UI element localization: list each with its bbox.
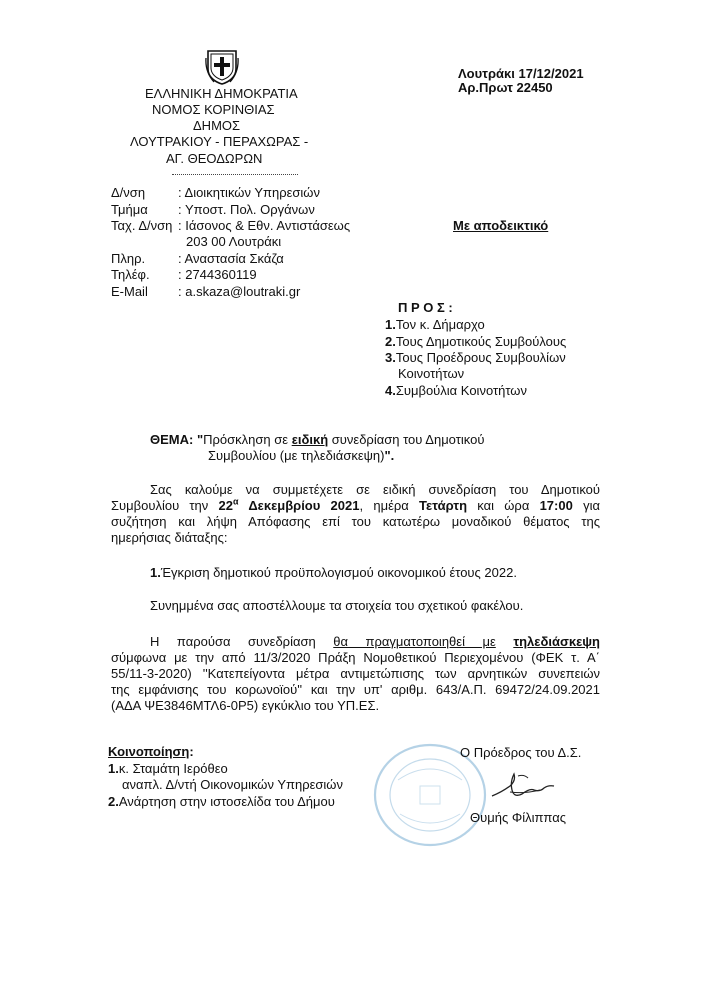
date-line: Λουτράκι 17/12/2021 xyxy=(458,66,584,81)
header-prefecture: ΝΟΜΟΣ ΚΟΡΙΝΘΙΑΣ xyxy=(152,102,275,117)
info-value-contact: : Αναστασία Σκάζα xyxy=(178,251,284,266)
info-label-address: Ταχ. Δ/νση xyxy=(111,218,173,233)
recipient-2: 2.Τους Δημοτικούς Συμβούλους xyxy=(385,334,567,349)
body-p2-line-5: (ΑΔΑ ΨΕ3846ΜΤΛ6-0Ρ5) εγκύκλιο του ΥΠ.ΕΣ. xyxy=(111,698,380,713)
header-divider xyxy=(172,174,298,175)
signoff-name: Θυμής Φίλιππας xyxy=(470,810,567,825)
delivery-note: Με αποδεικτικό xyxy=(453,218,549,233)
recipients-title: Π Ρ Ο Σ : xyxy=(398,300,453,315)
info-value-section: : Υποστ. Πολ. Οργάνων xyxy=(178,202,315,217)
greek-coat-of-arms-icon xyxy=(205,48,239,86)
header-municipality-name-2: ΑΓ. ΘΕΟΔΩΡΩΝ xyxy=(166,151,263,166)
info-value-phone: : 2744360119 xyxy=(178,267,257,282)
protocol-line: Αρ.Πρωτ 22450 xyxy=(458,80,553,95)
subject-line-1: ΘΕΜΑ: "Πρόσκληση σε ειδική συνεδρίαση του Δημοτικού xyxy=(150,432,485,447)
info-value-dept: : Διοικητικών Υπηρεσιών xyxy=(178,185,320,200)
recipient-3: 3.Τους Προέδρους Συμβουλίων xyxy=(385,350,566,365)
notify-line-3: 2.Ανάρτηση στην ιστοσελίδα του Δήμου xyxy=(108,794,335,809)
body-p1-line-3: συζήτηση και λήψη Απόφασης επί του κατωτέρω μοναδικού θέματος της xyxy=(111,514,600,529)
info-value-address: : Ιάσονος & Εθν. Αντιστάσεως xyxy=(178,218,351,233)
recipient-4: 4.Συμβούλια Κοινοτήτων xyxy=(385,383,527,398)
info-label-email: E-Mail xyxy=(111,284,148,299)
body-p2-line-3: 55/11-3-2020) ''Κατεπείγοντα μέτρα αντιμετώπισης των αρνητικών συνεπειών xyxy=(111,666,600,681)
header-country: ΕΛΛΗΝΙΚΗ ΔΗΜΟΚΡΑΤΙΑ xyxy=(145,86,298,101)
body-p2-line-1: Η παρούσα συνεδρίαση θα πραγματοποιηθεί με τηλεδιάσκεψη xyxy=(150,634,600,649)
signoff-role: Ο Πρόεδρος του Δ.Σ. xyxy=(460,745,582,760)
body-p2-line-4: της εμφάνισης του κορωνοϊού'' και την υπ' αριθμ. 643/Α.Π. 69472/24.09.2021 xyxy=(111,682,600,697)
info-label-dept: Δ/νση xyxy=(111,185,146,200)
header-municipality-name-1: ΛΟΥΤΡΑΚΙΟΥ - ΠΕΡΑΧΩΡΑΣ - xyxy=(130,134,309,149)
body-p1-line-2: Συμβουλίου την $22^\alpha$ Δεκεμβρίου 2021, ημέρα Τετάρτη και ώρα 17:00 για xyxy=(111,496,600,513)
info-value-postcode: 203 00 Λουτράκι xyxy=(186,234,282,249)
notify-line-2: αναπλ. Δ/ντή Οικονομικών Υπηρεσιών xyxy=(122,777,343,792)
agenda-item: 1.Έγκριση δημοτικού προϋπολογισμού οικονομικού έτους 2022. xyxy=(150,565,517,580)
body-p1-line-1: Σας καλούμε να συμμετέχετε σε ειδική συνεδρίαση του Δημοτικού xyxy=(150,482,600,497)
header-municipality: ΔΗΜΟΣ xyxy=(193,118,241,133)
info-label-contact: Πληρ. xyxy=(111,251,146,266)
body-p1-line-4: ημερήσιας διάταξης: xyxy=(111,530,228,545)
info-label-phone: Τηλέφ. xyxy=(111,267,150,282)
subject-line-2: Συμβουλίου (με τηλεδιάσκεψη)". xyxy=(208,448,395,463)
notify-title: Κοινοποίηση: xyxy=(108,744,194,759)
signature-icon xyxy=(488,770,560,804)
notify-line-1: 1.κ. Σταμάτη Ιερόθεο xyxy=(108,761,228,776)
info-value-email: : a.skaza@loutraki.gr xyxy=(178,284,301,299)
attachments-line: Συνημμένα σας αποστέλλουμε τα στοιχεία του σχετικού φακέλου. xyxy=(150,598,524,613)
info-label-section: Τμήμα xyxy=(111,202,148,217)
recipient-3-cont: Κοινοτήτων xyxy=(398,366,465,381)
recipient-1: 1.Τον κ. Δήμαρχο xyxy=(385,317,485,332)
body-p2-line-2: σύμφωνα με την από 11/3/2020 Πράξη Νομοθετικού Περιεχομένου (ΦΕΚ τ. Α΄ xyxy=(111,650,600,665)
